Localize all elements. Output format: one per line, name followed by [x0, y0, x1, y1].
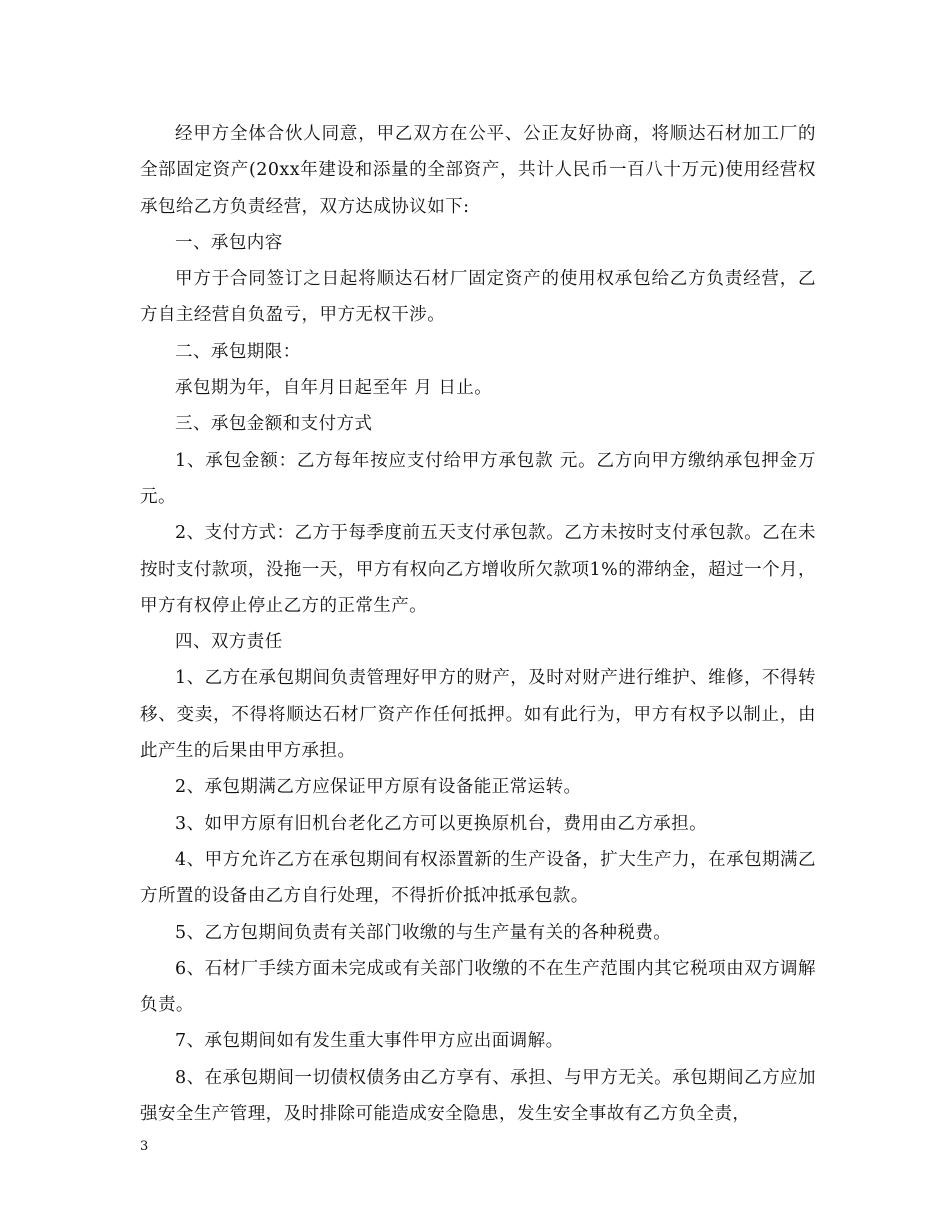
contract-body [140, 116, 816, 1132]
paragraph-payment-method: 2、支付方式：乙方于每季度前五天支付承包款。乙方未按时支付承包款。乙在未按时支付款项，没拖一天，甲方有权向乙方增收所欠款项1%的滞纳金，超过一个月，甲方有权停止停止乙方的正常生产。 [140, 523, 816, 616]
heading-amount-payment: 三、承包金额和支付方式 [175, 414, 373, 435]
paragraph-contract-term: 承包期为年，自年月日起至年 月 日止。 [175, 378, 493, 399]
paragraph-responsibility-6: 6、石材厂手续方面未完成或有关部门收缴的不在生产范围内其它税项由双方调解负责。 [140, 958, 816, 1016]
heading-responsibilities: 四、双方责任 [175, 632, 283, 653]
paragraph-responsibility-2: 2、承包期满乙方应保证甲方原有设备能正常运转。 [175, 777, 582, 798]
heading-contract-content: 一、承包内容 [175, 232, 283, 253]
paragraph-responsibility-5: 5、乙方包期间负责有关部门收缴的与生产量有关的各种税费。 [175, 922, 672, 943]
paragraph-contract-content: 甲方于合同签订之日起将顺达石材厂固定资产的使用权承包给乙方负责经营，乙方自主经营自负盈亏，甲方无权干涉。 [140, 269, 816, 326]
paragraph-intro: 经甲方全体合伙人同意，甲乙双方在公平、公正友好协商，将顺达石材加工厂的全部固定资产(20xx年建设和添量的全部资产，共计人民币一百八十万元)使用经营权承包给乙方负责经营，双方达成协议如下: [140, 124, 816, 217]
heading-contract-term: 二、承包期限： [175, 341, 301, 362]
paragraph-responsibility-7: 7、承包期间如有发生重大事件甲方应出面调解。 [175, 1031, 564, 1052]
paragraph-responsibility-3: 3、如甲方原有旧机台老化乙方可以更换原机台，费用由乙方承担。 [175, 813, 708, 834]
paragraph-responsibility-8: 8、在承包期间一切债权债务由乙方享有、承担、与甲方无关。承包期间乙方应加强安全生产管理，及时排除可能造成安全隐患，发生安全事故有乙方负全责， [140, 1067, 816, 1125]
page-number: 3 [140, 1139, 149, 1154]
paragraph-amount: 1、承包金额：乙方每年按应支付给甲方承包款 元。乙方向甲方缴纳承包押金万元。 [140, 450, 816, 507]
paragraph-responsibility-1: 1、乙方在承包期间负责管理好甲方的财产，及时对财产进行维护、维修，不得转移、变卖，不得将顺达石材厂资产作任何抵押。如有此行为，甲方有权予以制止，由此产生的后果由甲方承担。 [140, 668, 816, 762]
paragraph-responsibility-4: 4、甲方允许乙方在承包期间有权添置新的生产设备，扩大生产力，在承包期满乙方所置的设备由乙方自行处理，不得折价抵冲抵承包款。 [140, 849, 816, 907]
